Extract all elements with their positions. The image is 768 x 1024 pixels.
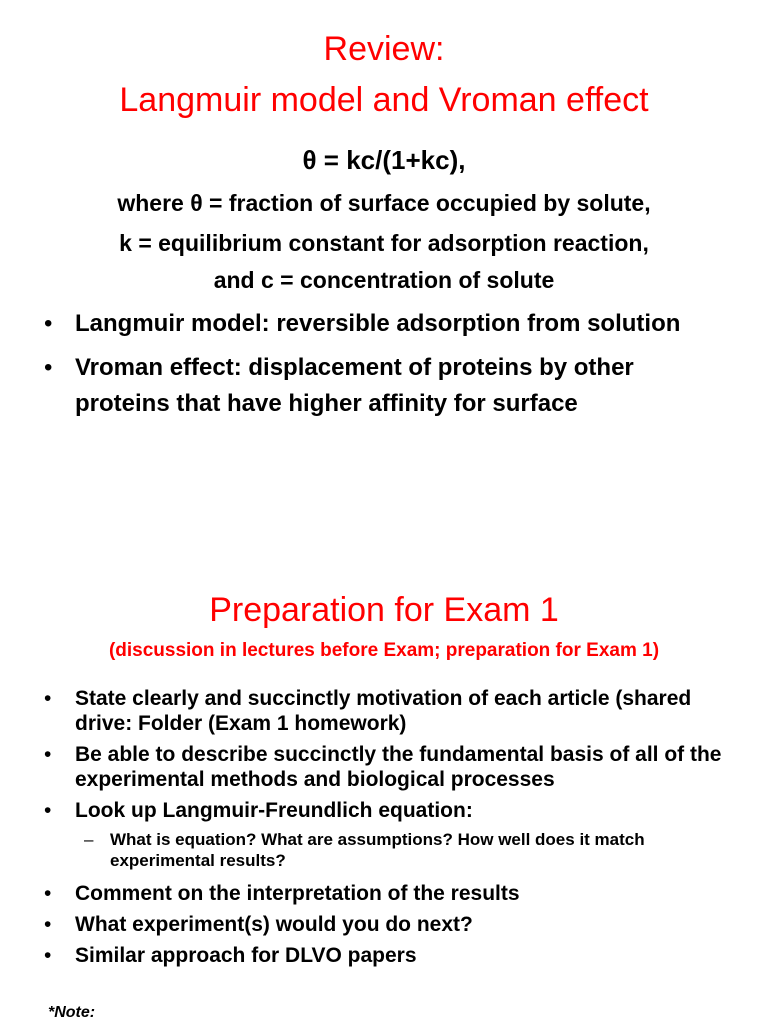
bullet-dot-icon: • <box>44 354 53 381</box>
definition-k: k = equilibrium constant for adsorption reaction, <box>119 230 649 256</box>
bullet-langmuir-model <box>0 306 768 342</box>
bullet-text: Similar approach for DLVO papers <box>75 944 417 967</box>
bullet-dot-icon: • <box>44 687 52 710</box>
definition-theta: where θ = fraction of surface occupied by solute, <box>117 190 651 216</box>
bullet-text: What experiment(s) would you do next? <box>75 913 473 936</box>
review-bullet-list <box>0 306 768 430</box>
bullet-vroman-effect <box>0 350 768 422</box>
bullet-dot-icon: • <box>44 913 52 936</box>
sub-list-item <box>0 829 768 871</box>
bullet-text: What is equation? What are assumptions? How well does it match experimental results? <box>110 830 645 870</box>
dash-icon: – <box>84 830 94 849</box>
list-item <box>0 742 768 792</box>
list-item <box>0 686 768 736</box>
prep-subtitle: (discussion in lectures before Exam; preparation for Exam 1) <box>108 640 660 661</box>
bullet-dot-icon: • <box>44 799 52 822</box>
bullet-dot-icon: • <box>44 743 52 766</box>
prep-bullet-list <box>0 686 768 974</box>
bullet-text: Langmuir model: reversible adsorption from solution <box>75 310 681 337</box>
review-title: Review: <box>323 30 445 68</box>
bullet-dot-icon: • <box>44 882 52 905</box>
langmuir-equation: θ = kc/(1+kc), <box>302 145 466 175</box>
bullet-text: State clearly and succinctly motivation of each article (shared drive: Folder (Exam 1 homework) <box>75 687 692 735</box>
bullet-text: Be able to describe succinctly the fundamental basis of all of the experimental methods and biological processes <box>75 743 722 791</box>
bullet-dot-icon: • <box>44 310 53 337</box>
bullet-text: Comment on the interpretation of the results <box>75 882 520 905</box>
list-item <box>0 798 768 823</box>
review-subtitle: Langmuir model and Vroman effect <box>119 81 649 119</box>
list-item <box>0 912 768 937</box>
note-label: *Note: <box>48 1004 96 1021</box>
bullet-text: Look up Langmuir-Freundlich equation: <box>75 799 473 822</box>
list-item <box>0 881 768 906</box>
bullet-dot-icon: • <box>44 944 52 967</box>
definition-c: and c = concentration of solute <box>213 267 555 293</box>
bullet-text: Vroman effect: displacement of proteins by other proteins that have higher affinity for surface <box>75 354 634 417</box>
prep-title: Preparation for Exam 1 <box>209 591 559 629</box>
list-item <box>0 943 768 968</box>
